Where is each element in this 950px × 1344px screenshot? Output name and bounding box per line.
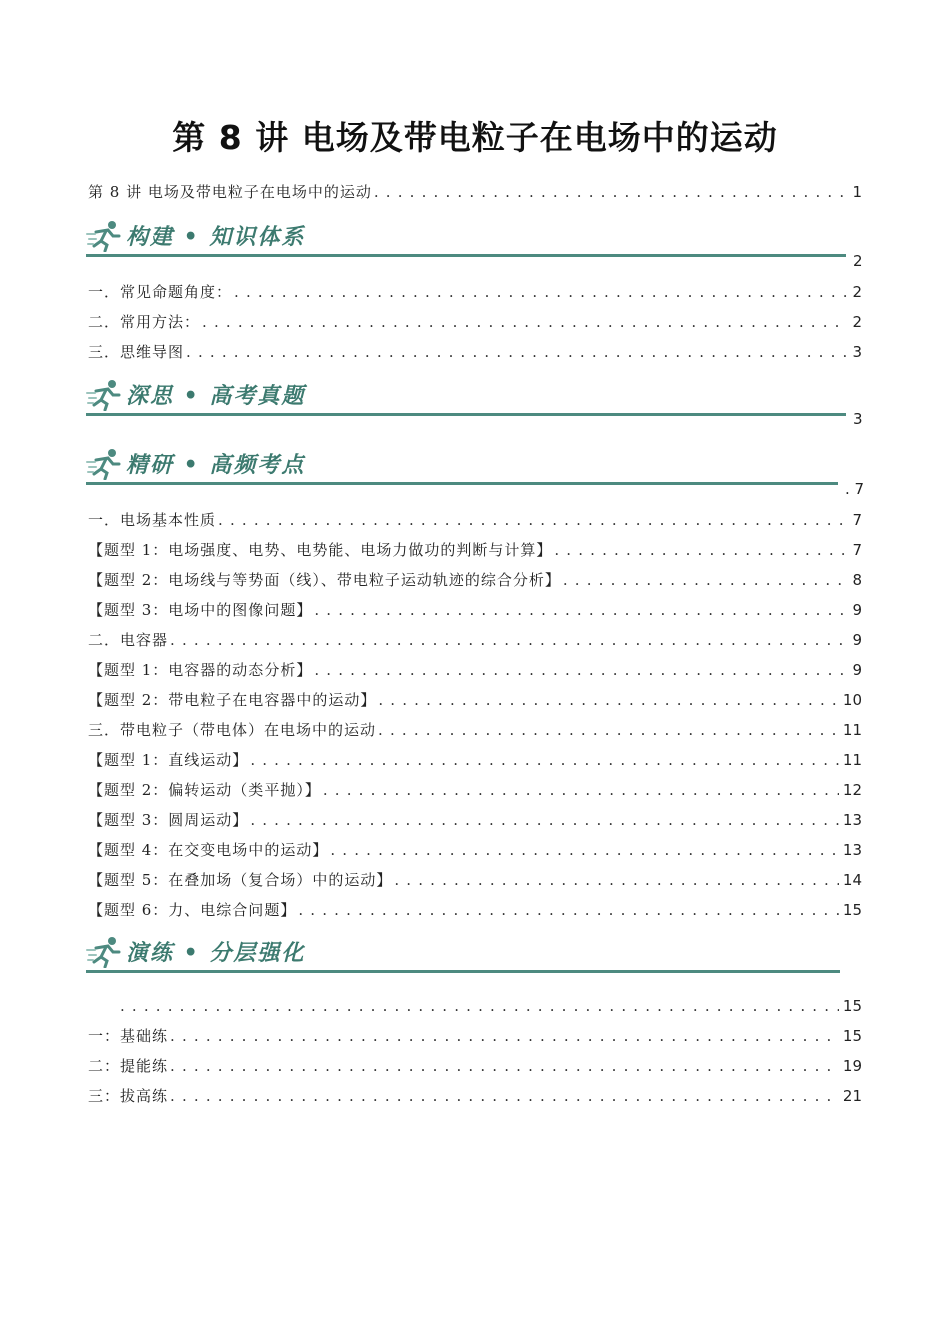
toc-leader	[563, 570, 849, 590]
toc-entry[interactable]	[88, 1054, 862, 1076]
toc-leader	[298, 900, 839, 920]
toc-entry[interactable]	[88, 688, 862, 710]
toc-entry[interactable]	[88, 898, 862, 920]
toc-label: 【题型 1：直线运动】	[88, 751, 249, 769]
toc-entry[interactable]	[88, 508, 862, 530]
toc-entry[interactable]	[88, 1024, 862, 1046]
toc-entry[interactable]	[88, 598, 862, 620]
toc-page: 12	[842, 781, 862, 799]
toc-leader	[394, 870, 839, 890]
toc-leader	[202, 312, 848, 332]
toc-label: 一．常见命题角度：	[88, 283, 233, 301]
runner-icon	[86, 936, 122, 968]
toc-label: 【题型 4：在交变电场中的运动】	[88, 841, 329, 859]
toc-page: 11	[842, 721, 862, 739]
toc-page: 1	[852, 183, 862, 201]
toc-entry[interactable]	[88, 718, 862, 740]
toc-label: 【题型 1：电场强度、电势、电势能、电场力做功的判断与计算】	[88, 541, 553, 559]
toc-entry[interactable]	[88, 868, 862, 890]
toc-label: 【题型 3：圆周运动】	[88, 811, 249, 829]
toc-label: 一：基础练	[88, 1027, 169, 1045]
toc-leader	[250, 750, 839, 770]
toc-page: 2	[852, 313, 862, 331]
toc-page: 11	[842, 751, 862, 769]
toc-page: 13	[842, 811, 862, 829]
toc-entry[interactable]	[88, 658, 862, 680]
section-header-3	[86, 446, 846, 490]
toc-page: 19	[842, 1057, 862, 1075]
toc-page: 8	[852, 571, 862, 589]
toc-entry[interactable]	[88, 310, 862, 332]
section-rule	[86, 254, 846, 257]
toc-page: 13	[842, 841, 862, 859]
toc-entry[interactable]	[88, 778, 862, 800]
toc-leader	[323, 780, 839, 800]
toc-leader	[378, 720, 839, 740]
toc-leader	[186, 342, 848, 362]
toc-label: 【题型 1：电容器的动态分析】	[88, 661, 313, 679]
toc-leader	[554, 540, 848, 560]
toc-entry-section-4[interactable]	[88, 994, 862, 1016]
toc-label: 三．思维导图	[88, 343, 185, 361]
toc-leader	[170, 1086, 839, 1106]
toc-leader	[170, 1056, 839, 1076]
toc-page: 7	[852, 541, 862, 559]
toc-page: 2	[852, 283, 862, 301]
toc-label: 【题型 2：偏转运动（类平抛）】	[88, 781, 321, 799]
toc-page: 15	[842, 901, 862, 919]
toc-leader	[120, 996, 839, 1016]
toc-page: 14	[842, 871, 862, 889]
toc-page: 9	[852, 661, 862, 679]
toc-label: 第 8 讲 电场及带电粒子在电场中的运动	[88, 183, 372, 201]
section-rule	[86, 413, 846, 416]
toc-page: 9	[852, 631, 862, 649]
toc-leader	[218, 510, 848, 530]
section-page: . 7	[845, 480, 865, 498]
section-title: 演练 • 分层强化	[126, 940, 306, 966]
toc-leader	[170, 630, 848, 650]
toc-page: 21	[842, 1087, 862, 1105]
section-title: 精研 • 高频考点	[126, 452, 306, 478]
section-title: 构建 • 知识体系	[126, 224, 306, 250]
toc-label: 【题型 2：带电粒子在电容器中的运动】	[88, 691, 377, 709]
toc-entry[interactable]	[88, 628, 862, 650]
runner-icon	[86, 448, 122, 480]
toc-leader	[374, 182, 849, 202]
toc-page: 9	[852, 601, 862, 619]
toc-label: 【题型 2：电场线与等势面（线）、带电粒子运动轨迹的综合分析】	[88, 571, 561, 589]
toc-leader	[378, 690, 839, 710]
toc-leader	[330, 840, 839, 860]
toc-label: 三．带电粒子（带电体）在电场中的运动	[88, 721, 377, 739]
section-rule	[86, 482, 838, 485]
toc-label: 【题型 5：在叠加场（复合场）中的运动】	[88, 871, 393, 889]
runner-icon	[86, 379, 122, 411]
toc-page: 7	[852, 511, 862, 529]
toc-entry[interactable]	[88, 340, 862, 362]
toc-page: 3	[852, 343, 862, 361]
section-header-4	[86, 934, 846, 978]
toc-entry[interactable]	[88, 838, 862, 860]
toc-page: 15	[842, 997, 862, 1015]
toc-leader	[314, 600, 848, 620]
toc-label: 一．电场基本性质	[88, 511, 217, 529]
toc-leader	[234, 282, 848, 302]
toc-entry[interactable]	[88, 568, 862, 590]
toc-page: 10	[842, 691, 862, 709]
toc-label: 二：提能练	[88, 1057, 169, 1075]
toc-entry-main[interactable]	[88, 180, 862, 202]
section-header-2	[86, 377, 846, 421]
toc-entry[interactable]	[88, 808, 862, 830]
toc-page: 15	[842, 1027, 862, 1045]
toc-label: 【题型 6：力、电综合问题】	[88, 901, 297, 919]
toc-entry[interactable]	[88, 748, 862, 770]
toc-entry[interactable]	[88, 280, 862, 302]
section-title: 深思 • 高考真题	[126, 383, 306, 409]
toc-leader	[250, 810, 839, 830]
runner-icon	[86, 220, 122, 252]
toc-label: 【题型 3：电场中的图像问题】	[88, 601, 313, 619]
toc-leader	[170, 1026, 839, 1046]
section-page: 3	[853, 410, 863, 428]
toc-label: 二．电容器	[88, 631, 169, 649]
section-page: 2	[853, 252, 863, 270]
section-header-1	[86, 218, 846, 262]
toc-label: 三：拔高练	[88, 1087, 169, 1105]
toc-entry[interactable]	[88, 538, 862, 560]
toc-label: 二．常用方法：	[88, 313, 201, 331]
toc-leader	[314, 660, 848, 680]
page-title: 第 8 讲 电场及带电粒子在电场中的运动	[172, 118, 778, 157]
toc-entry[interactable]	[88, 1084, 862, 1106]
section-rule	[86, 970, 840, 973]
